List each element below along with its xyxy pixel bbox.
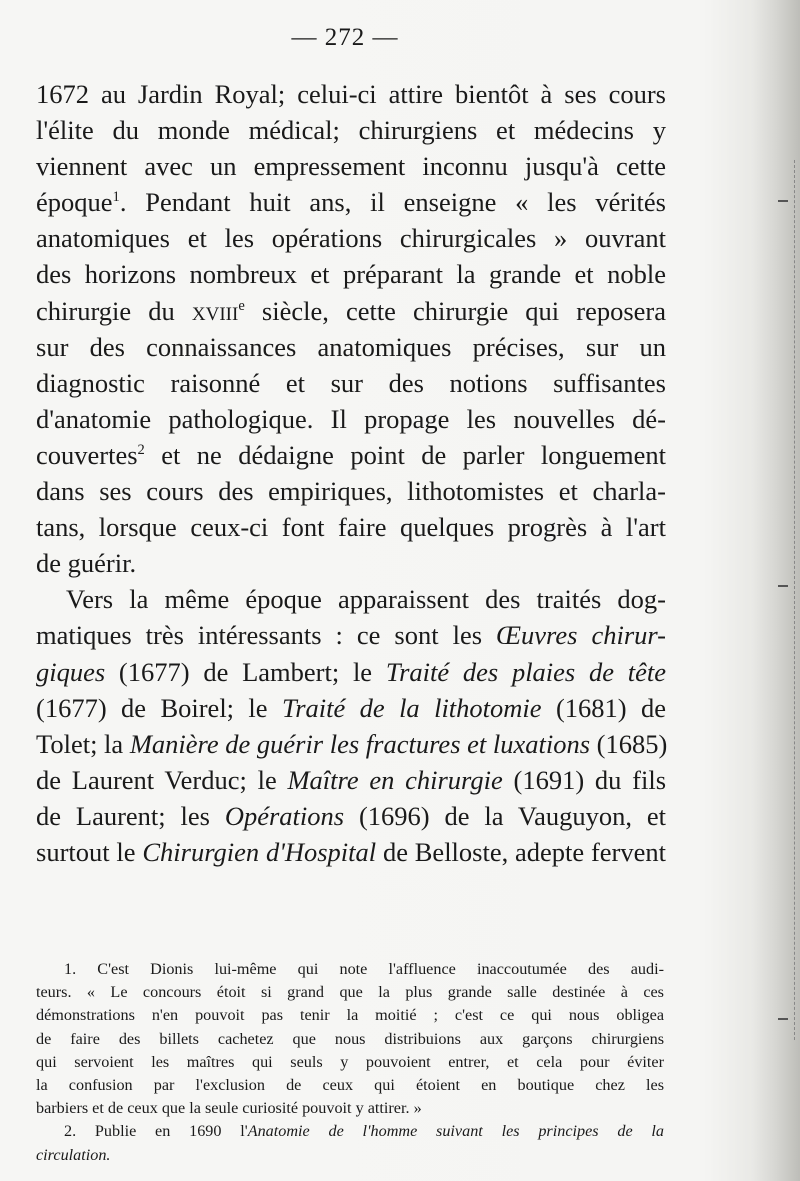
text-line: surtout le Chirurgien d'Hospital de Belloste, adepte fervent [36, 836, 667, 867]
text-line: (1677) de Boirel; le Traité de la lithotomie (1681) de [36, 692, 666, 723]
text-line: anatomiques et les opérations chirurgicales » ouvrant [36, 223, 666, 254]
margin-mark [778, 200, 788, 202]
page-number: — 272 — [291, 24, 399, 51]
text-line: de Laurent Verduc; le Maître en chirurgie (1691) du fils [36, 764, 667, 795]
footnote-line: de faire des billets cachetez que nous distribuions aux garçons chirurgiens [36, 1029, 664, 1048]
footnote-ref-1: 1 [112, 189, 120, 206]
text-line: sur des connaissances anatomiques précises, sur un [36, 331, 666, 362]
text-line: giques (1677) de Lambert; le Traité des plaies de tête [36, 656, 666, 687]
footnote-line: barbiers et de ceux que la seule curiosité pouvoit y attirer. » [36, 1099, 422, 1118]
text-line: de guérir. [36, 548, 137, 579]
text-line: d'anatomie pathologique. Il propage les nouvelles dé- [36, 403, 666, 434]
footnote-line: teurs. « Le concours étoit si grand que la plus grande salle destinée à ces [36, 983, 664, 1002]
text-line: époque$^1$. Pendant huit ans, il enseigne « les vérités [36, 187, 666, 218]
footnotes [36, 958, 664, 1167]
text-line: Vers la même époque apparaissent des traités dog- [66, 584, 666, 615]
margin-mark [778, 1018, 788, 1020]
body-paragraphs [36, 76, 666, 870]
margin-mark [778, 585, 788, 587]
text-line: dans ses cours des empiriques, lithotomistes et charla- [36, 476, 666, 507]
text-line: diagnostic raisonné et sur des notions suffisantes [36, 367, 666, 398]
footnote-1: 1. C'est Dionis lui-même qui note l'affluence inaccoutumée des audi- [64, 960, 664, 978]
text-line: couvertes$^2$ et ne dédaigne point de parler longuement [36, 439, 666, 470]
page-edge-shadow [792, 160, 795, 1040]
footnote-2: 2. Publie en 1690 l'Anatomie de l'homme suivant les principes de la [64, 1122, 665, 1141]
text-line: 1672 au Jardin Royal; celui-ci attire bientôt à ses cours [36, 79, 666, 109]
text-line: Tolet; la Manière de guérir les fractures et luxations (1685) [36, 728, 668, 759]
text-line: tans, lorsque ceux-ci font faire quelques progrès à l'art [36, 512, 666, 543]
text-line: chirurgie du xviii$^e$ siècle, cette chirurgie qui reposera [36, 295, 667, 326]
text-line: des horizons nombreux et préparant la grande et noble [36, 259, 666, 290]
footnote-line: circulation. [36, 1145, 111, 1164]
text-line: l'élite du monde médical; chirurgiens et médecins y [36, 115, 666, 146]
footnote-ref-2: 2 [137, 442, 145, 459]
footnote-line: démonstrations n'en pouvoit pas tenir la moitié ; c'est ce qui nous obligea [36, 1006, 664, 1025]
footnote-line: qui servoient les maîtres qui seuls y pouvoient entrer, et cela pour éviter [36, 1052, 664, 1071]
text-line: matiques très intéressants : ce sont les Œuvres chirur- [36, 620, 666, 651]
text-line: de Laurent; les Opérations (1696) de la Vauguyon, et [36, 800, 666, 831]
footnote-line: la confusion par l'exclusion de ceux qui étoient en boutique chez les [36, 1075, 664, 1094]
text-line: viennent avec un empressement inconnu jusqu'à cette [36, 151, 666, 182]
